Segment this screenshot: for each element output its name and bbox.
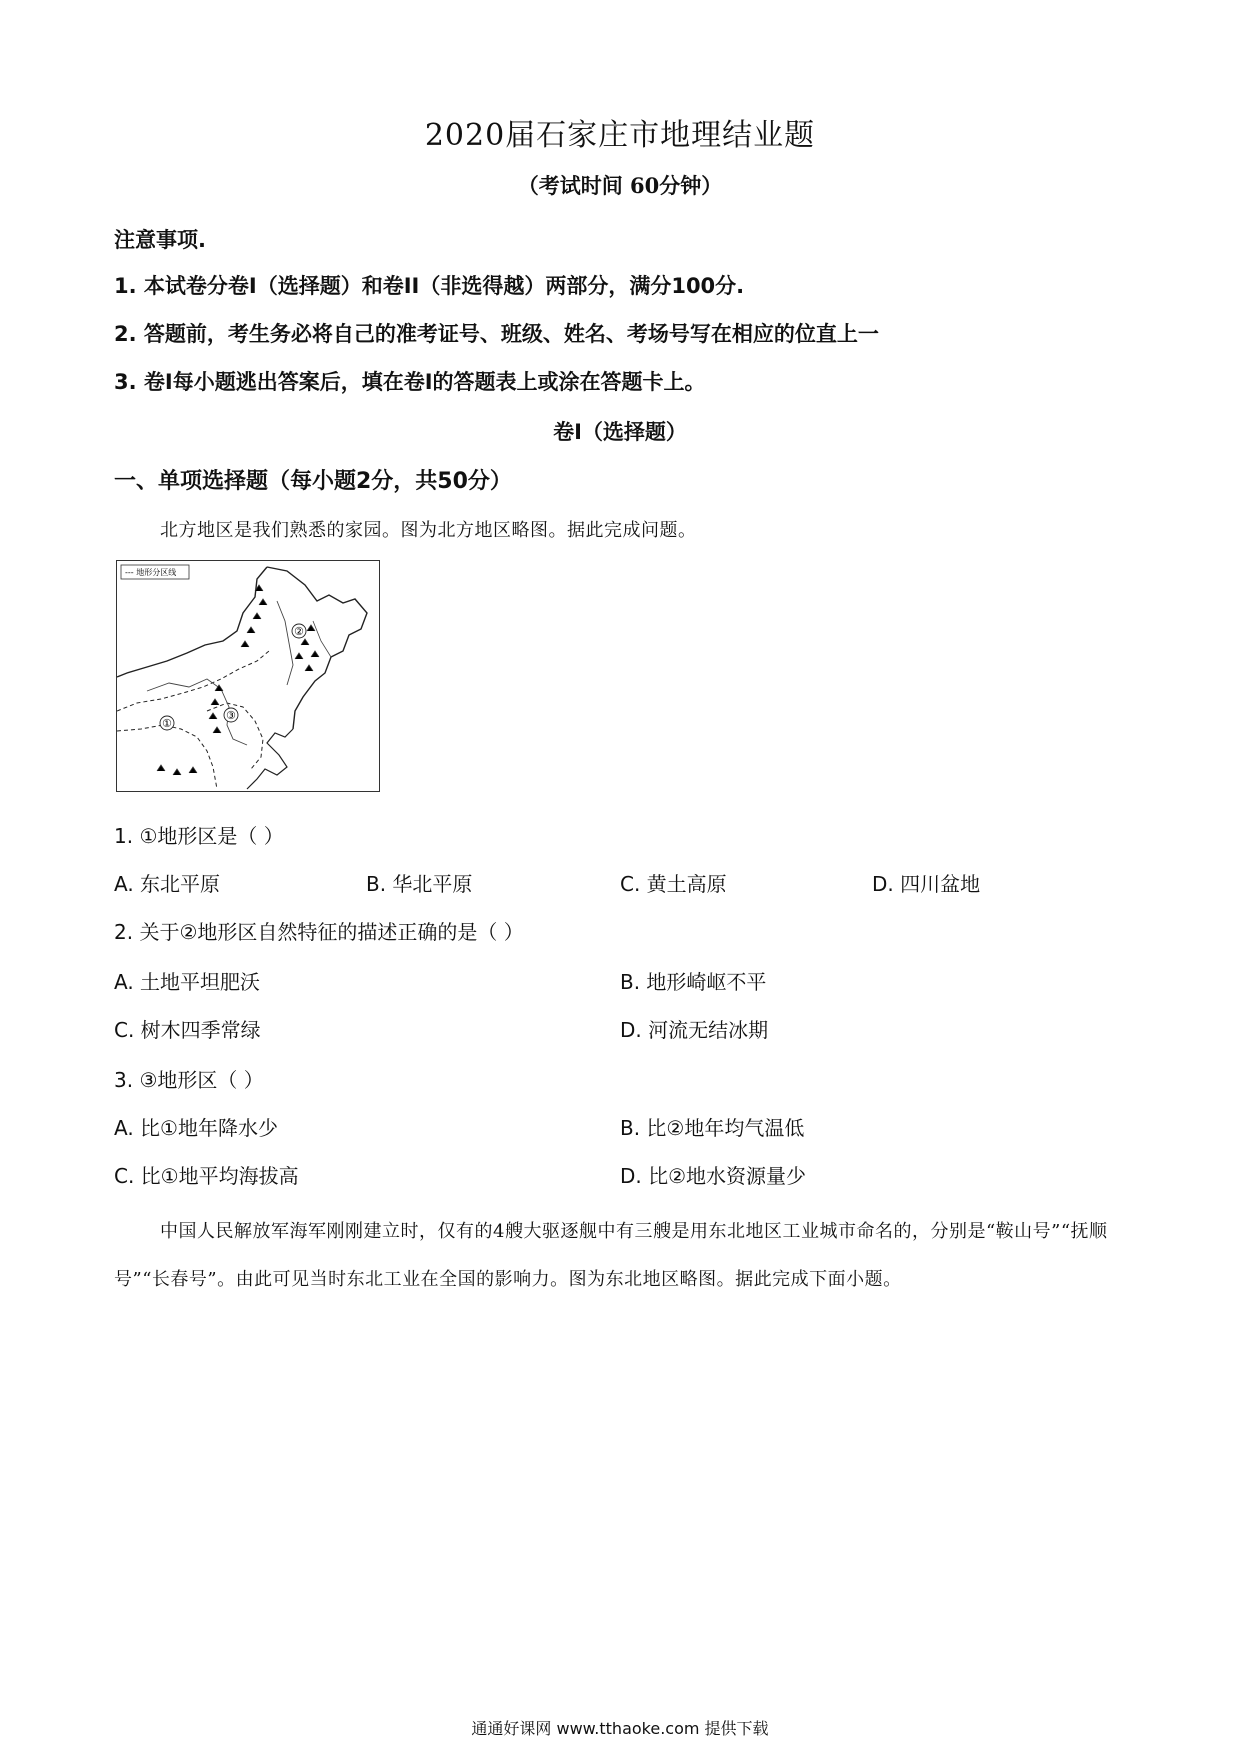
map-division-line — [117, 725, 217, 789]
question-3-option-a[interactable]: A. 比①地年降水少 — [114, 1116, 278, 1140]
map-region-1-label: ① — [162, 717, 172, 730]
map-coastline — [247, 729, 293, 789]
page-title: 2020届石家庄市地理结业题 — [424, 118, 816, 153]
page-footer: 通通好课网 www.tthaoke.com 提供下载 — [471, 1719, 769, 1738]
question-2-option-c[interactable]: C. 树木四季常绿 — [114, 1018, 261, 1042]
map-region-2-label: ② — [294, 625, 304, 638]
northern-region-map — [116, 560, 380, 792]
question-3-option-b[interactable]: B. 比②地年均气温低 — [620, 1116, 805, 1140]
question-2-option-b[interactable]: B. 地形崎岖不平 — [620, 970, 767, 994]
passage-intro-1: 北方地区是我们熟悉的家园。图为北方地区略图。据此完成问题。 — [160, 520, 697, 541]
map-border-northeast — [267, 567, 367, 729]
section-title: 卷Ⅰ（选择题） — [553, 420, 687, 444]
map-river — [277, 601, 293, 685]
question-1-option-c[interactable]: C. 黄土高原 — [620, 872, 727, 896]
map-drawing — [117, 561, 379, 791]
question-1-stem: 1. ①地形区是（ ） — [114, 824, 284, 848]
map-mountains — [157, 585, 319, 775]
passage-intro-2: 中国人民解放军海军刚刚建立时，仅有的4艘大驱逐舰中有三艘是用东北地区工业城市命名的，分别是“鞍山号”“抚顺号”“长春号”。由此可见当时东北工业在全国的影响力。图为东北地区略图。据此完成下面小题。 — [114, 1221, 1108, 1290]
map-legend: --- 地形分区线 — [125, 568, 177, 577]
question-2-option-a[interactable]: A. 土地平坦肥沃 — [114, 970, 261, 994]
notice-item: 3. 卷Ⅰ每小题逃出答案后，填在卷Ⅰ的答题表上或涂在答题卡上。 — [114, 370, 706, 394]
question-1-option-d[interactable]: D. 四川盆地 — [872, 872, 981, 896]
map-region-3-label: ③ — [226, 709, 236, 722]
question-3-option-d[interactable]: D. 比②地水资源量少 — [620, 1164, 807, 1188]
question-3-option-c[interactable]: C. 比①地平均海拔高 — [114, 1164, 299, 1188]
map-border-north — [117, 567, 267, 677]
notice-item: 1. 本试卷分卷Ⅰ（选择题）和卷II（非选得越）两部分，满分100分. — [114, 274, 745, 298]
question-2-option-d[interactable]: D. 河流无结冰期 — [620, 1018, 769, 1042]
notice-heading: 注意事项. — [114, 228, 206, 252]
part-title: 一、单项选择题（每小题2分，共50分） — [114, 469, 512, 494]
exam-duration: （考试时间 60分钟） — [517, 173, 723, 198]
question-3-stem: 3. ③地形区（ ） — [114, 1068, 264, 1092]
question-1-option-b[interactable]: B. 华北平原 — [366, 872, 473, 896]
question-1-option-a[interactable]: A. 东北平原 — [114, 872, 221, 896]
notice-item: 2. 答题前，考生务必将自己的准考证号、班级、姓名、考场号写在相应的位直上一 — [114, 322, 879, 346]
question-2-stem: 2. 关于②地形区自然特征的描述正确的是（ ） — [114, 920, 524, 944]
map-division-line — [117, 651, 269, 711]
